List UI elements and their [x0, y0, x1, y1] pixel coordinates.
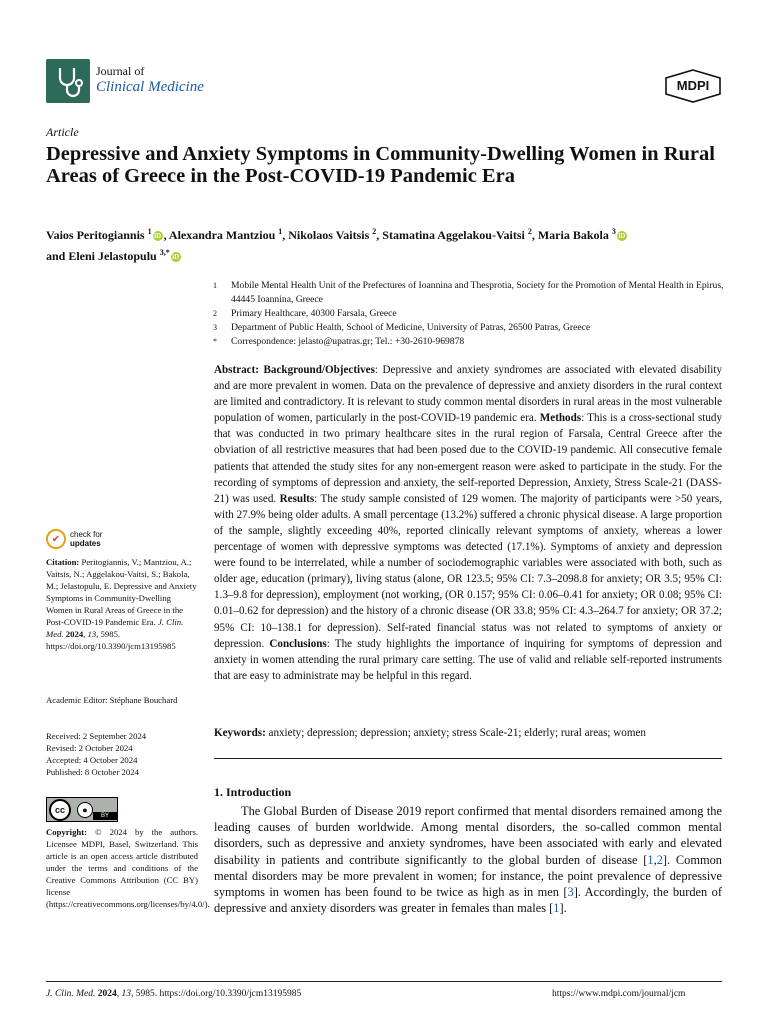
- affiliations: [213, 279, 725, 349]
- check-for-updates-badge[interactable]: ✔ check for updates: [46, 526, 124, 552]
- keywords: Keywords: anxiety; depression; depression; anxiety; stress Scale-21; elderly; rural areas; women: [214, 727, 646, 739]
- section-divider: [214, 758, 722, 759]
- author-name[interactable]: , Maria Bakola: [531, 228, 609, 242]
- footer-citation: J. Clin. Med. 2024, 13, 5985. https://doi.org/10.3390/jcm13195985: [46, 989, 302, 999]
- author-name[interactable]: , Stamatina Aggelakou-Vaitsi: [376, 228, 525, 242]
- copyright-notice: Copyright: © 2024 by the authors. Licensee MDPI, Basel, Switzerland. This article is an open access article distributed under the terms and conditions of the Creative Commons Attribution (CC BY) license (https://creativecommons.org/licenses/by/4.0/).: [46, 827, 210, 909]
- academic-editor: Academic Editor: Stéphane Bouchard: [46, 695, 178, 705]
- cc-by-license-icon[interactable]: cc ● BY: [46, 797, 118, 822]
- journal-name-line1: Journal of: [96, 64, 145, 78]
- affiliation-item: 1 Mobile Mental Health Unit of the Prefectures of Ioannina and Thesprotia, Society for the Promotion of Mental Health in Epirus, 44445 Ioannina, Greece: [213, 280, 724, 305]
- orcid-icon[interactable]: iD: [172, 253, 180, 261]
- reference-link[interactable]: 2: [656, 852, 663, 867]
- journal-name-line2: Clinical Medicine: [96, 79, 204, 95]
- article-type: Article: [46, 125, 79, 139]
- mdpi-logo[interactable]: [664, 69, 722, 103]
- publication-dates: Received: 2 September 2024 Revised: 2 October 2024 Accepted: 4 October 2024 Published: 8 October 2024: [46, 731, 147, 777]
- reference-link[interactable]: 3: [567, 885, 574, 900]
- orcid-icon[interactable]: iD: [154, 232, 162, 240]
- journal-url-link[interactable]: https://www.mdpi.com/journal/jcm: [552, 989, 686, 999]
- author-name[interactable]: Vaios Peritogiannis: [46, 228, 145, 242]
- correspondence: * Correspondence: jelasto@upatras.gr; Tel.: +30-2610-969878: [213, 336, 465, 347]
- author-name[interactable]: and Eleni Jelastopulu: [46, 249, 157, 263]
- stethoscope-icon: [46, 59, 90, 103]
- article-title: Depressive and Anxiety Symptoms in Community-Dwelling Women in Rural Areas of Greece in the Post-COVID-19 Pandemic Era: [46, 143, 715, 187]
- abstract: Abstract: Background/Objectives: Depressive and anxiety syndromes are associated with elevated disability and are more prevalent in women. Data on the prevalence of depressive and anxiety disorders in the rural context are limited and contradictory. It is relevant to study common mental disorders in rural areas in the most vulnerable population of women, particularly in the post-COVID-19 pandemic era. Methods: This is a cross-sectional study that was conducted in two primary healthcare sites in the rural region of Farsala, Central Greece after the obviation of all restrictive measures that had been posed due to the COVID-19 pandemic. All consecutive female patients that attended the study sites for any non-emergent reason were asked to participate in the study. For the recording of symptoms of depression and anxiety, the self-reported Depression, Anxiety, Stress Scale-21 (DASS-21) was used. Results: The study sample consisted of 129 women. The majority of participants were >50 years, with 27.9% being older adults. A small percentage (13.2%) suffered a chronic physical disease. A large proportion of the sample, slightly exceeding 40%, reported clinically relevant symptoms of anxiety, whereas a lower percentage of women with depressive symptoms was detected (17.1%). Symptoms of anxiety and depression were found to be interrelated, while a number of sociodemographic variables were associated with both, such as older age, education (primary), living status (alone, OR 123.5; 95% CI: 7.3–2098.8 for anxiety; OR 3.5; 95% CI: 1.3–9.8 for depression), employment (not working, (OR 0.157; 95% CI: 0.06–0.41 for anxiety; OR 0.08; 95% CI: 0.01–0.62 for depression) and the history of a chronic disease (OR 33.8; 95% CI: 4.3–264.7 for anxiety; OR 37.2; 95% CI: 10–138.1 for depression). Self-rated financial status was not related to symptoms of anxiety or depression. Conclusions: The study highlights the importance of inquiring for symptoms of depression and anxiety in women attending the rural primary care setting. The use of valid and reliable self-reported instruments that are easy to administrate may be helpful in this regard.: [214, 364, 722, 682]
- author-name[interactable]: , Alexandra Mantziou: [163, 228, 276, 242]
- footer-divider: [46, 981, 722, 982]
- publisher-name: MDPI: [676, 78, 710, 93]
- introduction-body: The Global Burden of Disease 2019 report confirmed that mental disorders remained among the leading causes of burden worldwide. Among mental disorders, the so-called common mental disorders, such as depressive and anxiety syndromes, have been associated with early and elevated disability in patients and contribute significantly to the global burden of disease [1,2]. Common mental disorders may be more prevalent in women; for instance, the point prevalence of depressive symptoms in women has been found to be twice as high as in men [3]. Accordingly, the burden of depressive and anxiety disorders was greater in females than males [1].: [214, 804, 722, 916]
- journal-logo: [46, 59, 90, 103]
- person-icon: ●: [77, 802, 93, 818]
- orcid-icon[interactable]: iD: [618, 232, 626, 240]
- citation-block: Citation: Peritogiannis, V.; Mantziou, A.; Vaitsis, N.; Aggelakou-Vaitsi, S.; Bakola, M.; Jelastopulu, E. Depressive and Anxiety Symptoms in Community-Dwelling Women in Rural Areas of Greece in the Post-COVID-19 Pandemic Era. J. Clin. Med. 2024, 13, 5985. https://doi.org/10.3390/jcm13195985: [46, 557, 197, 651]
- author-list: Vaios Peritogiannis $^1$ iD , Alexandra Mantziou $^1$, Nikolaos Vaitsis $^2$, Stamatina Aggelakou-Vaitsi $^2$, Maria Bakola $^3$ iD and Eleni Jelastopulu $^{3,*}$ iD: [46, 227, 626, 263]
- affiliation-item: 3 Department of Public Health, School of Medicine, University of Patras, 26500 Patras, Greece: [213, 322, 591, 333]
- reference-link[interactable]: 1: [647, 852, 654, 867]
- affiliation-item: 2 Primary Healthcare, 40300 Farsala, Greece: [213, 308, 397, 319]
- section-heading: 1. Introduction: [214, 785, 292, 799]
- author-name[interactable]: , Nikolaos Vaitsis: [282, 228, 370, 242]
- reference-link[interactable]: 1: [553, 901, 560, 916]
- check-updates-icon: ✔: [46, 529, 66, 549]
